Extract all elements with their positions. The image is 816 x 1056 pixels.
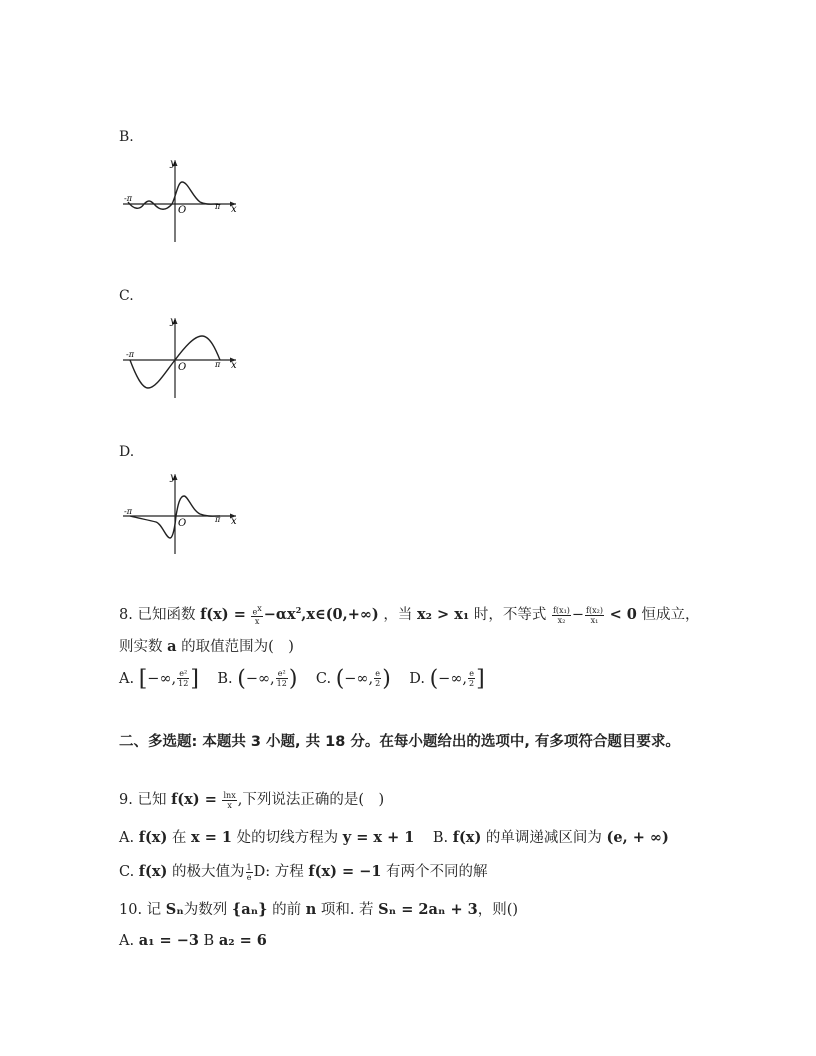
graph-b <box>118 156 242 246</box>
q8-option-b[interactable]: B. (−∞, $\frac{\text{e²}}{12}$ ) <box>217 666 298 691</box>
q10-option-b[interactable]: B a₂ = 6 <box>203 932 267 949</box>
q10-options <box>119 932 267 949</box>
q9-line: 9. 已知 f(x) = $\frac{\ln x}{x}$ ,下列说法正确的是( ) <box>119 790 385 810</box>
graph-c <box>118 314 242 404</box>
q9-option-c[interactable]: C. f(x) 的极大值为 $\frac{1}{e}$ <box>119 862 252 882</box>
x-label: x <box>231 516 237 527</box>
pi-label: π <box>215 515 221 524</box>
q8-option-a[interactable]: A. [−∞, $\frac{\text{e²}}{12}$ ] <box>119 666 199 691</box>
option-d-label: D. <box>119 444 135 460</box>
section-2-heading: 二、多选题: 本题共 3 小题, 共 18 分。在每小题给出的选项中, 有多项符合题目要求。 <box>119 734 680 750</box>
q10-option-a[interactable]: A. a₁ = −3 <box>119 932 199 949</box>
q8-option-c[interactable]: C. (−∞, $\frac{e}{2}$ ) <box>315 666 391 691</box>
origin-label: O <box>178 518 187 529</box>
q8-line2: 则实数 a 的取值范围为( ) <box>119 638 294 655</box>
y-label: y <box>170 158 176 169</box>
graph-c-svg <box>118 314 242 404</box>
q8-line1: 8. 已知函数 f(x) = $\frac{e^x}{x}$ $-\alpha x^2,x\in(0,+\infty)$ ，当 x₂ > x₁ 时，不等式 $\frac{\text{f(x₁)}}{\text{x₂}}$ − $\frac{\text{f(x₂)}}{\text{x₁}}$ < 0 恒成立， <box>119 603 700 627</box>
origin-label: O <box>178 362 187 373</box>
neg-pi-label: -π <box>126 350 134 359</box>
pi-label: π <box>215 360 221 369</box>
q8-options <box>119 666 485 691</box>
graph-b-svg <box>118 156 242 246</box>
q9-options-cd <box>119 860 488 882</box>
curve <box>128 182 218 209</box>
neg-pi-label: -π <box>124 507 132 516</box>
q9-options-ab <box>119 826 669 847</box>
option-b-label: B. <box>119 129 134 145</box>
origin-label: O <box>178 205 187 216</box>
graph-d-svg <box>118 470 242 560</box>
y-label: y <box>170 316 176 327</box>
graph-d <box>118 470 242 560</box>
x-label: x <box>231 360 237 371</box>
neg-pi-label: -π <box>124 194 132 203</box>
x-label: x <box>231 204 237 215</box>
q9-option-d[interactable]: D: 方程 f(x) = −1 有两个不同的解 <box>253 863 488 880</box>
q9-option-a[interactable]: A. f(x) 在 x = 1 处的切线方程为 y = x + 1 <box>119 829 415 846</box>
q10-line: 10. 记 Sₙ为数列 {aₙ} 的前 n 项和. 若 Sₙ = 2aₙ + 3，则() <box>119 901 519 918</box>
pi-label: π <box>215 202 221 211</box>
q9-option-b[interactable]: B. f(x) 的单调递减区间为 (e, + ∞) <box>432 829 669 846</box>
option-c-label: C. <box>119 288 134 304</box>
q8-option-d[interactable]: D. (−∞, $\frac{e}{2}$ ] <box>409 666 485 691</box>
y-label: y <box>170 472 176 483</box>
